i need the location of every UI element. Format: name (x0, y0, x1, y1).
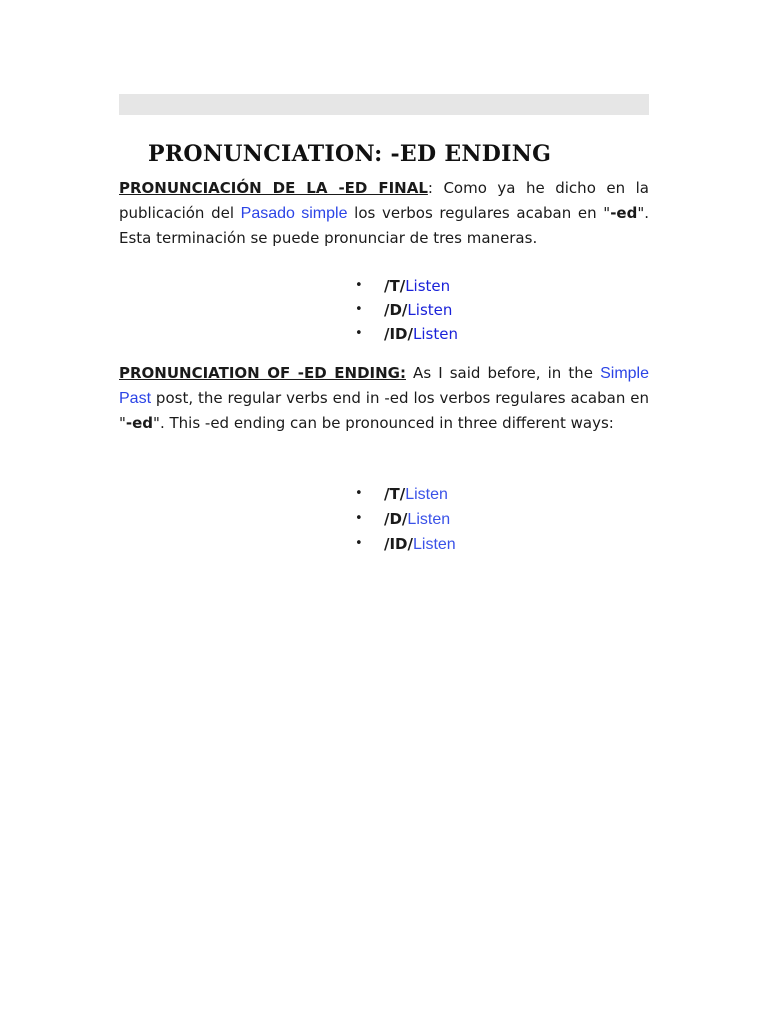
bullet-icon: • (355, 278, 363, 293)
simple-past-link[interactable]: Simple Past (119, 365, 649, 407)
bullet-icon: • (355, 302, 363, 317)
english-text-2: post, the regular verbs end in -ed los verbos regulares acaban en " (119, 389, 649, 432)
sound-symbol: /D/ (384, 301, 408, 319)
sound-symbol: /T/ (384, 485, 406, 503)
listen-link[interactable]: Listen (405, 277, 451, 295)
sound-symbol: /ID/ (384, 535, 413, 553)
bullet-icon: • (355, 511, 363, 526)
listen-link[interactable]: Listen (413, 536, 456, 553)
english-text-3: ". This -ed ending can be pronounced in three different ways: (153, 414, 614, 432)
document-page (119, 94, 649, 557)
spanish-text-2: los verbos regulares acaban en " (347, 204, 611, 222)
list-item (355, 274, 768, 298)
english-text-1: As I said before, in the (405, 364, 601, 382)
spanish-sounds-list (355, 274, 768, 346)
sound-symbol: /T/ (384, 277, 406, 295)
spanish-text-3: ". Esta terminación se puede pronunciar de tres maneras. (119, 204, 649, 247)
listen-link[interactable]: Listen (413, 325, 458, 343)
english-paragraph (119, 361, 649, 436)
spanish-text-1: : Como ya he dicho en la publicación del (119, 179, 649, 222)
header-bar (119, 94, 649, 115)
bullet-icon: • (355, 486, 363, 501)
english-ed-bold: -ed (125, 414, 154, 432)
list-item (355, 298, 768, 322)
spanish-heading: PRONUNCIACIÓN DE LA -ED FINAL (119, 179, 428, 197)
sound-symbol: /D/ (384, 510, 408, 528)
list-item (355, 507, 768, 532)
spanish-paragraph (119, 176, 649, 251)
listen-link[interactable]: Listen (407, 511, 451, 528)
bullet-icon: • (355, 536, 363, 551)
english-sounds-list (355, 482, 768, 557)
listen-link[interactable]: Listen (405, 486, 448, 503)
list-item (355, 482, 768, 507)
listen-link[interactable]: Listen (407, 301, 453, 319)
sound-symbol: /ID/ (384, 325, 413, 343)
list-item (355, 532, 768, 557)
bullet-icon: • (355, 326, 363, 341)
page-title: PRONUNCIATION: -ED ENDING (148, 141, 552, 167)
spanish-ed-bold: -ed (610, 204, 638, 222)
list-item (355, 322, 768, 346)
pasado-simple-link[interactable]: Pasado simple (240, 205, 348, 222)
english-heading: PRONUNCIATION OF -ED ENDING: (119, 364, 406, 382)
